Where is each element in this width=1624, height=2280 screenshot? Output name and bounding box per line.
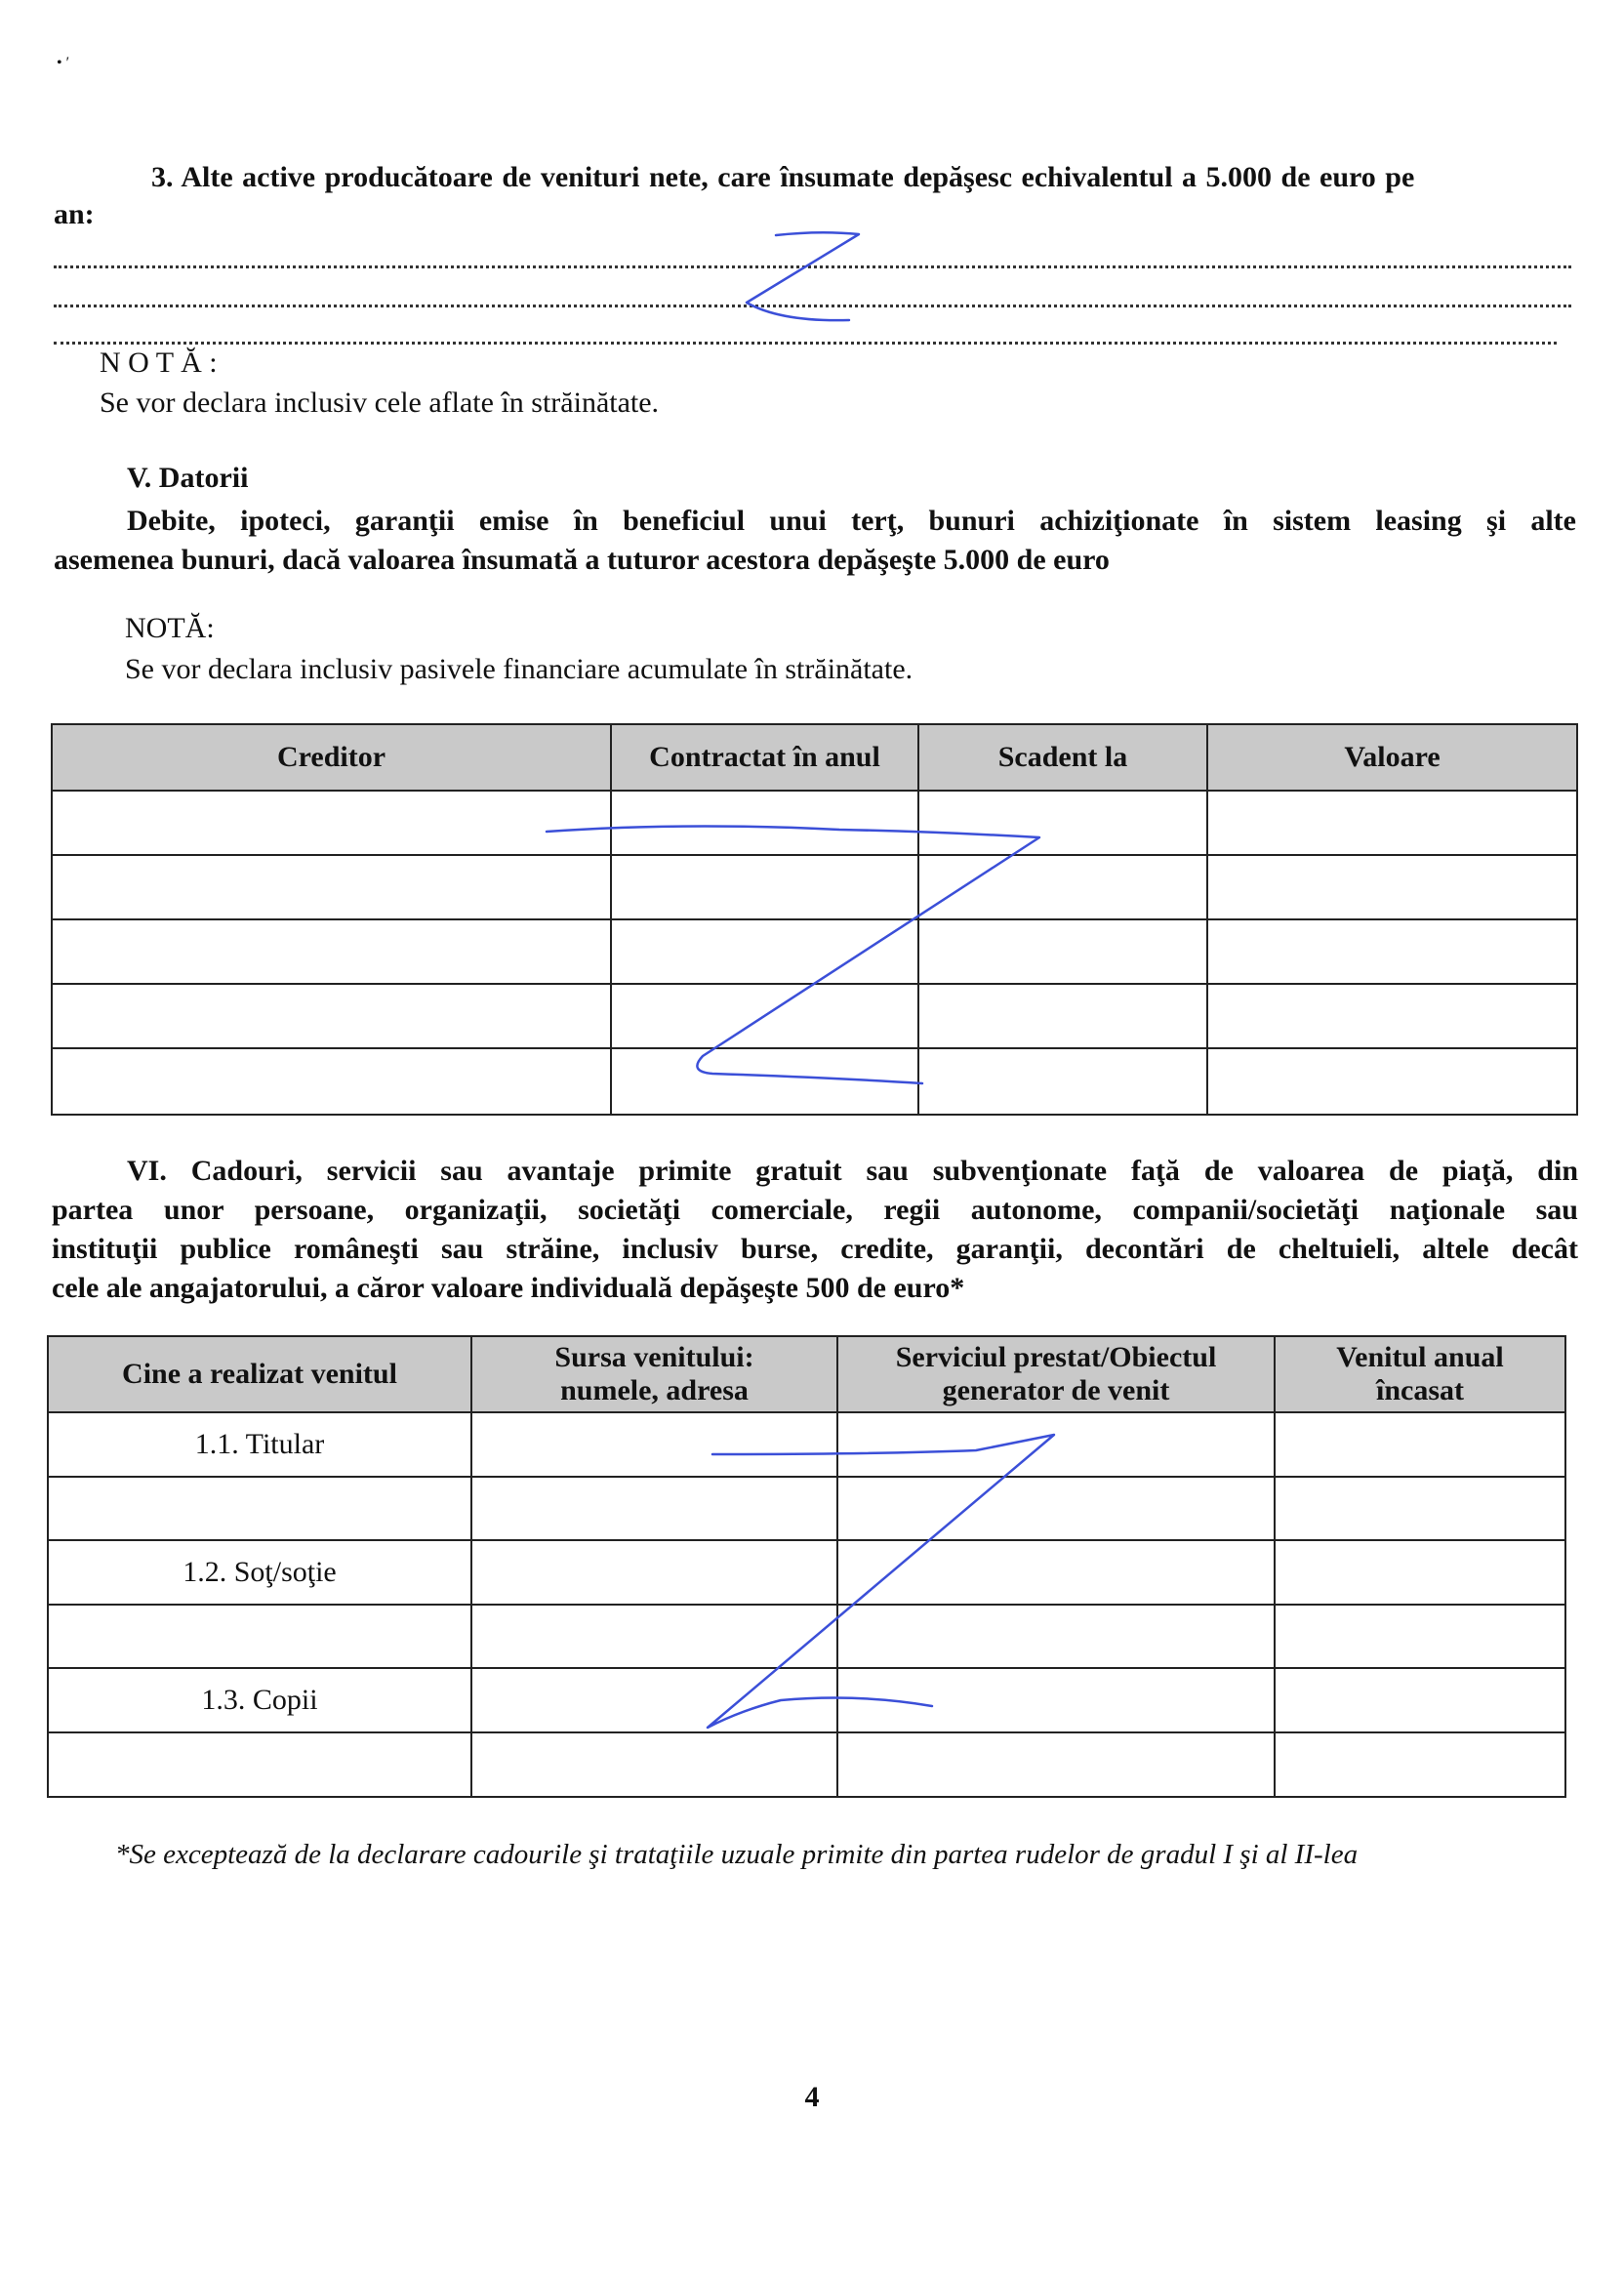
row-label: 1.3. Copii xyxy=(48,1668,471,1732)
debts-header-value: Valoare xyxy=(1207,724,1577,791)
debts-header-due: Scadent la xyxy=(918,724,1207,791)
table-row xyxy=(52,984,1577,1048)
gifts-table xyxy=(47,1335,1566,1798)
row-label: 1.1. Titular xyxy=(48,1412,471,1477)
section5-nota-text: Se vor declara inclusiv pasivele financiare acumulate în străinătate. xyxy=(125,653,914,685)
dotted-line-3 xyxy=(54,332,1557,345)
scan-marks: • ′ xyxy=(57,55,70,71)
table-row xyxy=(52,855,1577,919)
footnote: *Se exceptează de la declarare cadourile şi trataţiile uzuale primite din partea rudelor de gradul I şi al II-lea xyxy=(115,1839,1359,1870)
section6-line2: partea unor persoane, organizaţii, societăţi comerciale, regii autonome, companii/societăţi naţionale sau xyxy=(52,1194,1578,1226)
section3-nota-text: Se vor declara inclusiv cele aflate în străinătate. xyxy=(100,387,660,419)
table-row xyxy=(48,1732,1565,1797)
gifts-header-income: Venitul anual încasat xyxy=(1275,1336,1565,1412)
section6-line1: VI. Cadouri, servicii sau avantaje primite gratuit sau subvenţionate faţă de valoarea de piaţă, din xyxy=(127,1155,1578,1187)
gifts-header-source: Sursa venitului: numele, adresa xyxy=(471,1336,837,1412)
debts-header-contracted: Contractat în anul xyxy=(611,724,918,791)
debts-header-creditor: Creditor xyxy=(52,724,611,791)
section5-desc-line1: Debite, ipoteci, garanţii emise în beneficiul unui terţ, bunuri achiziţionate în sistem leasing şi alte xyxy=(127,505,1576,537)
section5-title: V. Datorii xyxy=(127,462,249,494)
page-number: 4 xyxy=(804,2081,820,2113)
section3-heading: 3. Alte active producătoare de venituri nete, care însumate depăşesc echivalentul a 5.000 de euro pe xyxy=(151,161,1415,193)
section3-heading-cont: an: xyxy=(54,198,95,230)
section6-line3: instituţii publice româneşti sau străine, inclusiv burse, credite, garanţii, decontări de cheltuieli, altele decât xyxy=(52,1233,1578,1265)
section3-nota-label: N O T Ă : xyxy=(100,346,218,379)
table-row xyxy=(48,1412,1565,1477)
table-row xyxy=(48,1477,1565,1540)
dotted-line-2 xyxy=(54,295,1571,307)
gifts-header-who: Cine a realizat venitul xyxy=(48,1336,471,1412)
gifts-header-service: Serviciul prestat/Obiectul generator de venit xyxy=(837,1336,1275,1412)
table-row xyxy=(48,1668,1565,1732)
dotted-line-1 xyxy=(54,256,1571,268)
table-row xyxy=(48,1605,1565,1668)
table-row xyxy=(52,1048,1577,1115)
section5-nota-label: NOTĂ: xyxy=(125,612,215,644)
section5-desc-line2: asemenea bunuri, dacă valoarea însumată a tuturor acestora depăşeşte 5.000 de euro xyxy=(54,544,1110,576)
section6-line4: cele ale angajatorului, a căror valoare individuală depăşeşte 500 de euro* xyxy=(52,1272,965,1304)
table-row xyxy=(52,919,1577,984)
debts-table xyxy=(51,723,1578,1116)
table-row xyxy=(48,1540,1565,1605)
row-label: 1.2. Soţ/soţie xyxy=(48,1540,471,1605)
table-row xyxy=(52,791,1577,855)
